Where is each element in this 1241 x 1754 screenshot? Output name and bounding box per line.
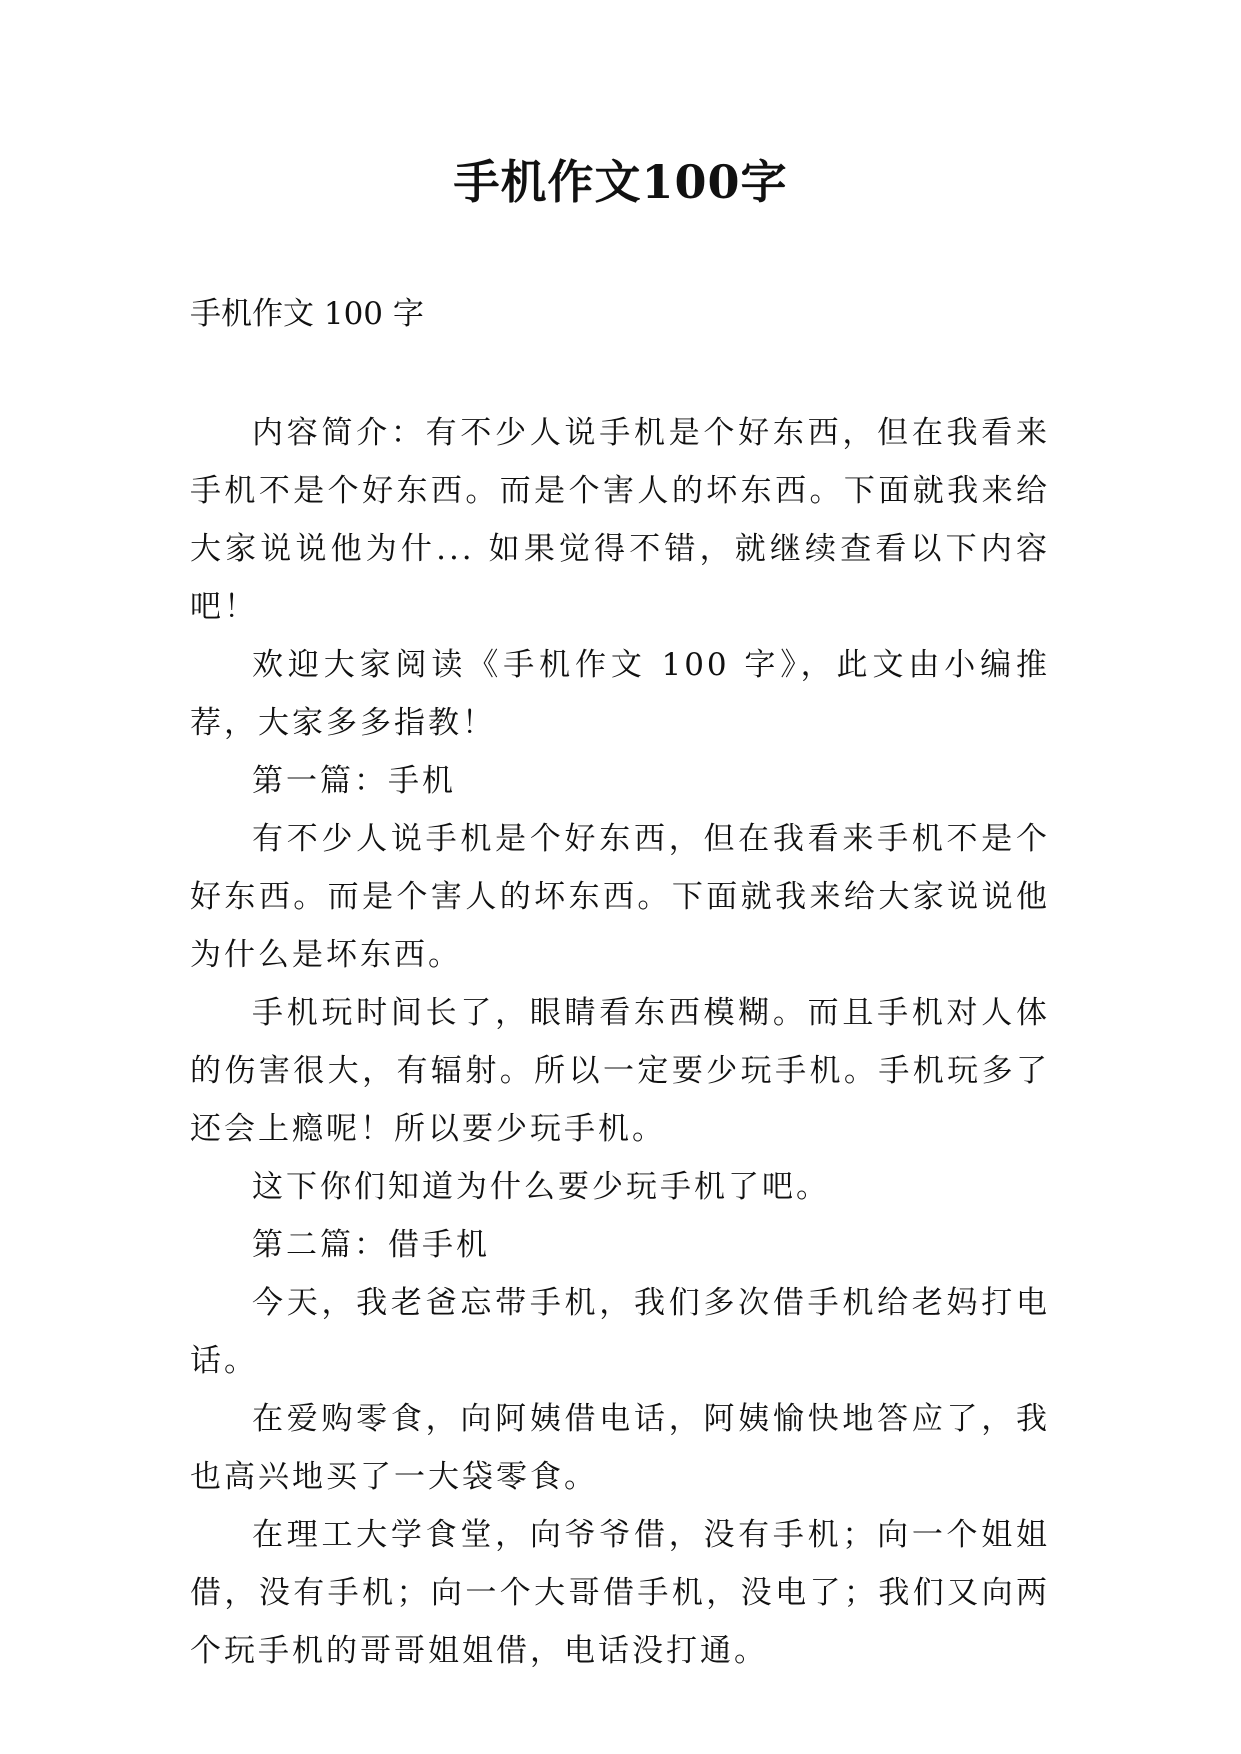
document-body — [190, 404, 1050, 1680]
paragraph: 在爱购零食，向阿姨借电话，阿姨愉快地答应了，我也高兴地买了一大袋零食。 — [190, 1401, 1050, 1495]
section-heading-1: 第一篇：手机 — [252, 763, 456, 799]
paragraph: 这下你们知道为什么要少玩手机了吧。 — [252, 1169, 830, 1205]
document-title: 手机作文100字 — [453, 155, 788, 209]
paragraph-intro: 内容简介：有不少人说手机是个好东西，但在我看来手机不是个好东西。而是个害人的坏东西。下面就我来给大家说说他为什... 如果觉得不错，就继续查看以下内容吧！ — [190, 415, 1050, 625]
document-subtitle: 手机作文 100 字 — [190, 296, 424, 332]
paragraph: 在理工大学食堂，向爷爷借，没有手机；向一个姐姐借，没有手机；向一个大哥借手机，没电了；我们又向两个玩手机的哥哥姐姐借，电话没打通。 — [190, 1517, 1050, 1669]
paragraph: 手机玩时间长了，眼睛看东西模糊。而且手机对人体的伤害很大，有辐射。所以一定要少玩手机。手机玩多了还会上瘾呢！所以要少玩手机。 — [190, 995, 1050, 1147]
paragraph: 有不少人说手机是个好东西，但在我看来手机不是个好东西。而是个害人的坏东西。下面就我来给大家说说他为什么是坏东西。 — [190, 821, 1050, 973]
paragraph: 今天，我老爸忘带手机，我们多次借手机给老妈打电话。 — [190, 1285, 1050, 1379]
section-heading-2: 第二篇：借手机 — [252, 1227, 490, 1263]
paragraph-welcome: 欢迎大家阅读《手机作文 100 字》，此文由小编推荐，大家多多指教！ — [190, 647, 1050, 741]
